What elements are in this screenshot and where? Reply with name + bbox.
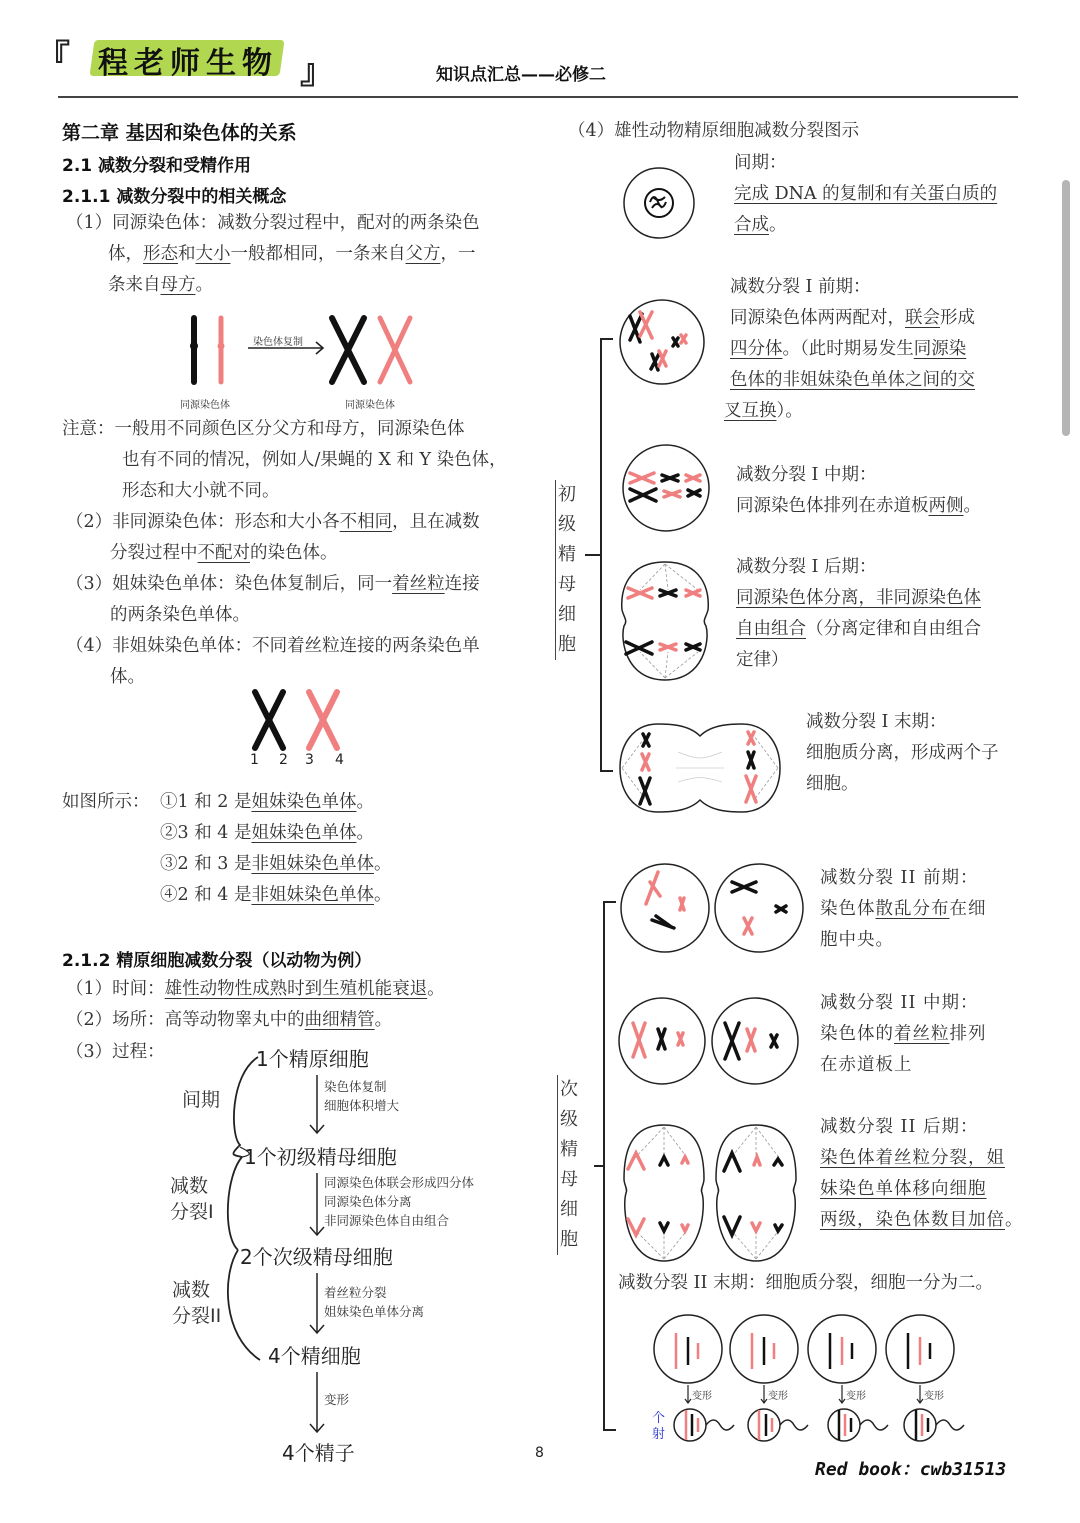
text: 排列: [949, 1024, 987, 1044]
keyword: 姐妹染色单体: [251, 792, 357, 812]
subsection-title: 2.1.1 减数分裂中的相关概念: [62, 187, 287, 207]
text: 姐妹染色单体分离: [324, 1304, 425, 1319]
text: 时间：: [112, 979, 165, 999]
note-meiosis-2: [324, 1283, 424, 1321]
text: 胞: [558, 634, 576, 655]
keyword: 完成 DNA 的复制和有关蛋白质的: [734, 184, 998, 204]
keyword: 叉互换: [724, 401, 777, 421]
keyword: 合成: [734, 215, 769, 235]
keyword-size: 大小: [195, 244, 231, 264]
page-number: 8: [535, 1445, 544, 1461]
keyword-father: 父方: [405, 244, 441, 264]
text: 体。: [110, 667, 145, 687]
item-number: （1）: [66, 213, 113, 233]
handwritten-note: [652, 1411, 665, 1443]
figure-notes-label: 如图所示：: [62, 792, 150, 812]
text: 。: [427, 979, 445, 999]
text: 在赤道板上: [820, 1055, 913, 1075]
transform-label: 变形: [692, 1391, 712, 1402]
note-text: 一般用不同颜色区分父方和母方，同源染色体: [114, 419, 465, 439]
label-secondary-spermatocyte: [557, 1075, 577, 1255]
text: 在细: [949, 899, 987, 919]
spermatogenesis-flow: [160, 1035, 540, 1475]
item-number: （2）: [66, 512, 113, 532]
anaphase2-text: [820, 1112, 1035, 1236]
keyword: 同源染色体分离，非同源染色体: [736, 588, 981, 608]
text: 精: [560, 1139, 578, 1160]
figure-chromatids-numbered: [245, 688, 355, 773]
keyword: 两级，染色体数目加倍: [820, 1210, 1005, 1230]
item-number: （3）: [66, 1042, 113, 1062]
keyword: 不配对: [197, 543, 250, 563]
header-divider: [58, 96, 1018, 98]
text: 。: [963, 496, 981, 516]
text: ①1 和 2 是: [160, 792, 252, 812]
stage-spermatogonium: 1个精原细胞: [256, 1047, 369, 1071]
text: 非姐妹染色单体：不同着丝粒连接的两条染色单: [112, 636, 480, 656]
keyword: 散乱分布: [875, 899, 950, 919]
stage-primary-spermatocyte: 1个初级精母细胞: [244, 1145, 397, 1169]
anaphase2-cells-icon: [620, 1123, 806, 1263]
phase-title: 减数分裂 II 中期：: [820, 993, 979, 1013]
text: 个: [652, 1411, 666, 1426]
keyword: 同源染: [913, 339, 967, 359]
text: 同源染色体排列在赤道板: [736, 496, 929, 516]
keyword: 联会: [905, 308, 940, 328]
label-2: 2: [279, 752, 288, 768]
bracket-secondary-icon: [594, 898, 618, 1434]
figure-chromosome-replication: [180, 310, 440, 415]
text: 同源染色体分离: [324, 1194, 412, 1209]
text: 形成: [940, 308, 975, 328]
phase-title: 减数分裂 I 前期：: [730, 277, 871, 297]
label-primary-spermatocyte: [555, 480, 575, 660]
keyword-mother: 母方: [160, 275, 196, 295]
text: 精: [558, 544, 576, 565]
text: 次: [560, 1079, 578, 1100]
figure-note-item: [160, 818, 391, 849]
telophase2-text: 减数分裂 II 末期：细胞质分裂，细胞一分为二。: [618, 1273, 993, 1293]
metaphase2-text: [820, 988, 1030, 1081]
interphase-text: [734, 148, 1034, 241]
text: 定律）: [736, 650, 789, 670]
text: 同源染色体联会形成四分体: [324, 1175, 475, 1190]
phase-title: 减数分裂 I 后期：: [736, 557, 877, 577]
subsection-title: 2.1.2 精原细胞减数分裂（以动物为例）: [62, 951, 372, 971]
text: 减数: [172, 1279, 211, 1301]
item-number: （2）: [66, 1010, 113, 1030]
caption-right: 同源染色体: [345, 400, 395, 411]
text: 射: [652, 1427, 666, 1442]
text: 染色体复制: [324, 1079, 387, 1094]
phase-meiosis-2: [172, 1277, 221, 1329]
stage-secondary-spermatocyte: 2个次级精母细胞: [240, 1245, 393, 1269]
text: 。: [356, 792, 374, 812]
text: （分离定律和自由组合: [806, 619, 981, 639]
figure-note-item: [160, 787, 391, 818]
label-3: 3: [305, 752, 314, 768]
text: 。: [356, 823, 374, 843]
text: 细: [560, 1199, 578, 1220]
text: 。: [195, 275, 213, 295]
concept-text: 同源染色体：减数分裂过程中，配对的两条染色: [112, 213, 480, 233]
keyword: 雄性动物性成熟时到生殖机能衰退: [164, 979, 428, 999]
text: 染色体的: [820, 1024, 894, 1044]
text: 姐妹染色单体：染色体复制后，同一: [112, 574, 393, 594]
text: 过程：: [112, 1042, 165, 1062]
place-line: [66, 1005, 392, 1036]
text: ）。: [776, 401, 803, 421]
anaphase1-text: [736, 552, 1036, 676]
text: 同源染色体两两配对，: [730, 308, 905, 328]
concept-nonhomologous: [66, 507, 536, 569]
phase-title: 间期：: [734, 153, 787, 173]
keyword: 色体的非姐妹染色单体之间的交: [730, 370, 975, 390]
note-block: [62, 414, 532, 507]
figure-note-item: [160, 849, 391, 880]
note-transform: 变形: [324, 1392, 350, 1407]
text: 减数: [170, 1175, 209, 1197]
keyword: 自由组合: [736, 619, 806, 639]
figure-note-item: [160, 880, 391, 911]
phase-interphase: 间期: [182, 1089, 221, 1111]
keyword: 不相同: [339, 512, 393, 532]
spermatids-to-sperm-icon: [652, 1313, 972, 1453]
item-number: （4）: [66, 636, 113, 656]
text: 一般都相同，一条来自: [230, 244, 406, 264]
phase-title: 减数分裂 I 中期：: [736, 465, 877, 485]
transform-label: 变形: [768, 1391, 788, 1402]
keyword: 非姐妹染色单体: [251, 854, 374, 874]
telophase1-text: [806, 707, 1036, 800]
figure-notes-list: [160, 787, 391, 911]
caption-left: 同源染色体: [180, 400, 230, 411]
keyword: 四分体: [730, 339, 783, 359]
time-line: [66, 974, 445, 1005]
chapter-title: 第二章 基因和染色体的关系: [62, 122, 297, 144]
text: 。（此时期易发生: [782, 339, 914, 359]
text: 级: [560, 1109, 578, 1130]
item-number: （3）: [66, 574, 113, 594]
text: ④2 和 4 是: [160, 885, 252, 905]
text: 母: [558, 574, 576, 595]
keyword: 曲细精管: [304, 1010, 375, 1030]
text: 分裂I: [170, 1201, 214, 1223]
interphase-cell-icon: [622, 166, 696, 240]
text: 的染色体。: [250, 543, 338, 563]
text: 的两条染色单体。: [110, 605, 250, 625]
text: ，且在减数: [392, 512, 480, 532]
keyword: 着丝粒: [894, 1024, 950, 1044]
logo-bracket-right-icon: 』: [300, 52, 334, 92]
text: 。: [769, 215, 787, 235]
arrow-label: 染色体复制: [253, 337, 303, 348]
item-number: （1）: [66, 979, 113, 999]
section-title: 2.1 减数分裂和受精作用: [62, 156, 252, 176]
note-text: 也有不同的情况，例如人/果蝇的 X 和 Y 染色体，: [122, 450, 507, 470]
text: ③2 和 3 是: [160, 854, 252, 874]
text: 细: [558, 604, 576, 625]
keyword: 姐妹染色单体: [251, 823, 357, 843]
metaphase2-cells-icon: [617, 995, 803, 1087]
text: 场所：高等动物睾丸中的: [112, 1010, 305, 1030]
text: 。: [373, 854, 392, 874]
prophase1-text: [724, 272, 1030, 427]
bracket-primary-icon: [585, 335, 615, 775]
stage-spermatid: 4个精细胞: [268, 1344, 361, 1368]
stage-sperm: 4个精子: [282, 1441, 355, 1465]
text: 细胞。: [806, 774, 859, 794]
text: ②3 和 4 是: [160, 823, 252, 843]
prophase1-cell-icon: [618, 298, 706, 386]
label-1: 1: [250, 752, 259, 768]
text: 非同源染色体自由组合: [324, 1213, 450, 1228]
text: 级: [558, 514, 576, 535]
keyword: 妹染色单体移向细胞: [820, 1179, 987, 1199]
process-line: [66, 1037, 165, 1068]
text: 母: [560, 1169, 578, 1190]
watermark: Red book：cwb31513: [815, 1459, 1007, 1480]
logo-bracket-left-icon: 『: [36, 38, 70, 78]
anaphase1-cell-icon: [618, 560, 712, 682]
text: 细胞体积增大: [324, 1098, 400, 1113]
chromosome-replication-icon: [180, 310, 440, 390]
telophase1-cell-icon: [618, 722, 782, 814]
concept-sister-chromatids: [66, 569, 536, 631]
note-label: 注意：: [62, 419, 115, 439]
keyword: 两侧: [928, 496, 964, 516]
label-4: 4: [335, 752, 344, 768]
concept-nonsister-chromatids: [66, 631, 536, 693]
prophase2-text: [820, 863, 1030, 956]
metaphase1-text: [736, 460, 1036, 522]
text: 胞中央。: [820, 930, 894, 950]
logo: 程老师生物: [98, 46, 278, 81]
figure-title: （4）雄性动物精原细胞减数分裂图示: [568, 121, 860, 141]
note-interphase: [324, 1077, 399, 1115]
text: 染色体: [820, 899, 876, 919]
text: 。: [373, 885, 392, 905]
text: 初: [558, 484, 576, 505]
text: 细胞质分离，形成两个子: [806, 743, 999, 763]
text: 。: [1005, 1210, 1024, 1230]
chromatid-pair-icon: [245, 688, 355, 754]
text: 分裂II: [172, 1305, 222, 1327]
transform-label: 变形: [846, 1391, 866, 1402]
phase-title: 减数分裂 I 末期：: [806, 712, 947, 732]
keyword-shape: 形态: [143, 244, 178, 264]
text: 分裂过程中: [110, 543, 198, 563]
header-subtitle: 知识点汇总——必修二: [436, 65, 606, 85]
keyword: 染色体着丝粒分裂，姐: [820, 1148, 1005, 1168]
metaphase1-cell-icon: [620, 443, 712, 533]
text: 。: [374, 1010, 393, 1030]
vertical-scrollbar[interactable]: [1062, 180, 1070, 436]
text: ，一: [440, 244, 476, 264]
phase-title: 减数分裂 II 前期：: [820, 868, 979, 888]
text: 非同源染色体：形态和大小各: [112, 512, 340, 532]
text: 着丝粒分裂: [324, 1285, 387, 1300]
note-text: 形态和大小就不同。: [122, 481, 280, 501]
spermatid-figure: [652, 1313, 972, 1453]
keyword-centromere: 着丝粒: [392, 574, 445, 594]
phase-meiosis-1: [170, 1173, 214, 1225]
keyword: 非姐妹染色单体: [251, 885, 374, 905]
text: 条来自: [108, 275, 161, 295]
text: 体，: [108, 244, 143, 264]
concept-homologous: [66, 208, 536, 301]
text: 胞: [560, 1229, 578, 1250]
phase-title: 减数分裂 II 后期：: [820, 1117, 979, 1137]
transform-label: 变形: [924, 1391, 944, 1402]
prophase2-cells-icon: [620, 862, 806, 954]
text: 连接: [444, 574, 480, 594]
note-meiosis-1: [324, 1173, 474, 1230]
text: 和: [178, 244, 196, 264]
